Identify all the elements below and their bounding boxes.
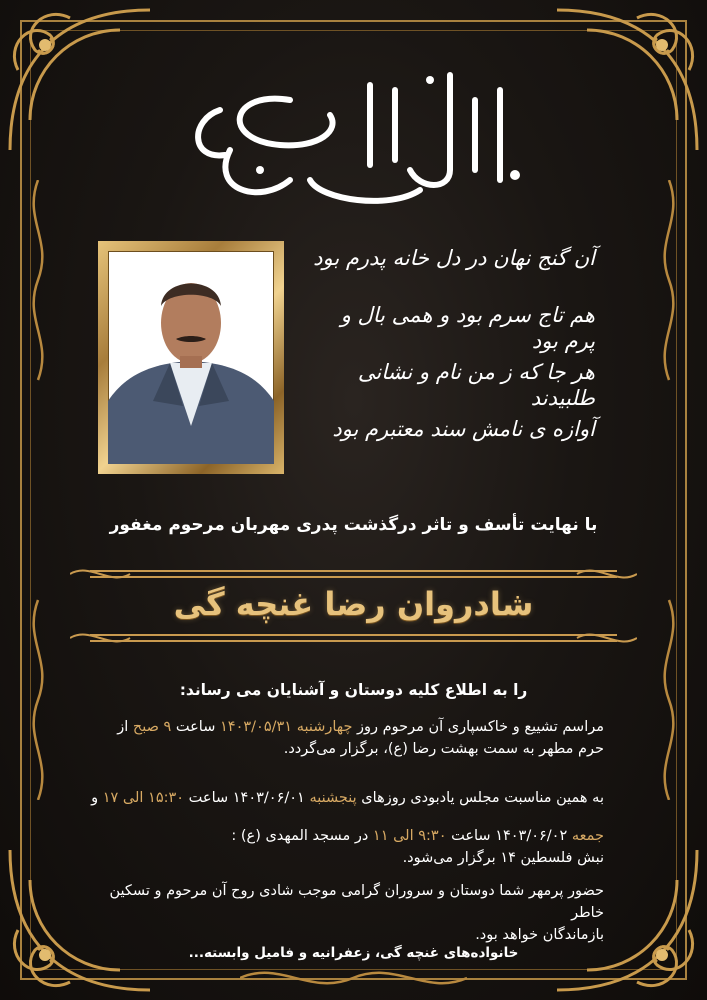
portrait-photo — [108, 251, 274, 464]
calligraphy-artwork — [170, 30, 540, 220]
memorial-line-2 — [84, 825, 604, 847]
closing-line-2: بازماندگان خواهد بود. — [475, 927, 604, 943]
memorial-paragraph — [84, 787, 604, 869]
memorial-time-1: ۱۵:۳۰ الی ۱۷ — [102, 790, 185, 806]
memorial-day-1: پنجشنبه — [309, 790, 357, 806]
poem-line-3: هر جا که ز من نام و نشانی طلبیدند — [357, 360, 595, 410]
family-signature: خانواده‌های غنچه گی، زعفرانیه و فامیل وابسته... — [188, 945, 519, 961]
ceremony-text-b: ساعت — [171, 719, 220, 735]
poem-line-1: آن گنج نهان در دل خانه پدرم بود — [313, 246, 595, 270]
memorial-line-1 — [84, 787, 604, 809]
portrait-figure — [108, 251, 274, 464]
ceremony-line-1 — [84, 716, 604, 738]
memorial-text-a: به همین مناسبت مجلس یادبودی روزهای — [356, 790, 604, 806]
notice-intro: را به اطلاع کلیه دوستان و آشنایان می رساند: — [179, 681, 528, 699]
memorial-text-e: در مسجد المهدی (ع) : — [231, 828, 373, 844]
memorial-poem — [305, 245, 595, 473]
calligraphy-headline — [170, 30, 540, 220]
memorial-text-c: و — [91, 790, 103, 806]
bottom-frame-ornament — [240, 960, 467, 996]
deceased-name: شادروان رضا غنچه گی — [173, 585, 534, 623]
ceremony-day: چهارشنبه — [296, 719, 353, 735]
closing-paragraph — [84, 880, 604, 946]
right-frame-ornament — [649, 180, 689, 800]
poem-line-2: هم تاج سرم بود و همی بال و پرم بود — [340, 303, 595, 353]
left-frame-ornament — [18, 180, 58, 800]
corner-ornament-top-left — [0, 0, 160, 160]
portrait-frame — [98, 241, 284, 474]
ceremony-text-c: از — [117, 719, 133, 735]
ceremony-text-a: مراسم تشییع و خاکسپاری آن مرحوم روز — [352, 719, 604, 735]
closing-line-1: حضور پرمهر شما دوستان و سروران گرامی موجب شادی روح آن مرحوم و تسکین خاطر — [109, 883, 604, 921]
ceremony-date: ۱۴۰۳/۰۵/۳۱ — [220, 719, 297, 735]
corner-ornament-top-right — [547, 0, 707, 160]
memorial-day-2: جمعه — [571, 828, 604, 844]
memorial-text-d: ۱۴۰۳/۰۶/۰۲ ساعت — [446, 828, 572, 844]
ceremony-time: ۹ صبح — [132, 719, 172, 735]
ceremony-paragraph — [84, 716, 604, 760]
ceremony-line-2: حرم مطهر به سمت بهشت رضا (ع)، برگزار می‌گردد. — [283, 741, 604, 757]
memorial-time-2: ۹:۳۰ الی ۱۱ — [372, 828, 447, 844]
condolence-lead: با نهایت تأسف و تاثر درگذشت پدری مهربان مرحوم مغفور — [109, 515, 598, 535]
poem-line-4: آوازه ی نامش سند معتبرم بود — [332, 417, 595, 441]
name-banner — [70, 557, 637, 649]
memorial-text-b: ۱۴۰۳/۰۶/۰۱ ساعت — [184, 790, 310, 806]
memorial-line-3: نبش فلسطین ۱۴ برگزار می‌شود. — [402, 850, 604, 866]
